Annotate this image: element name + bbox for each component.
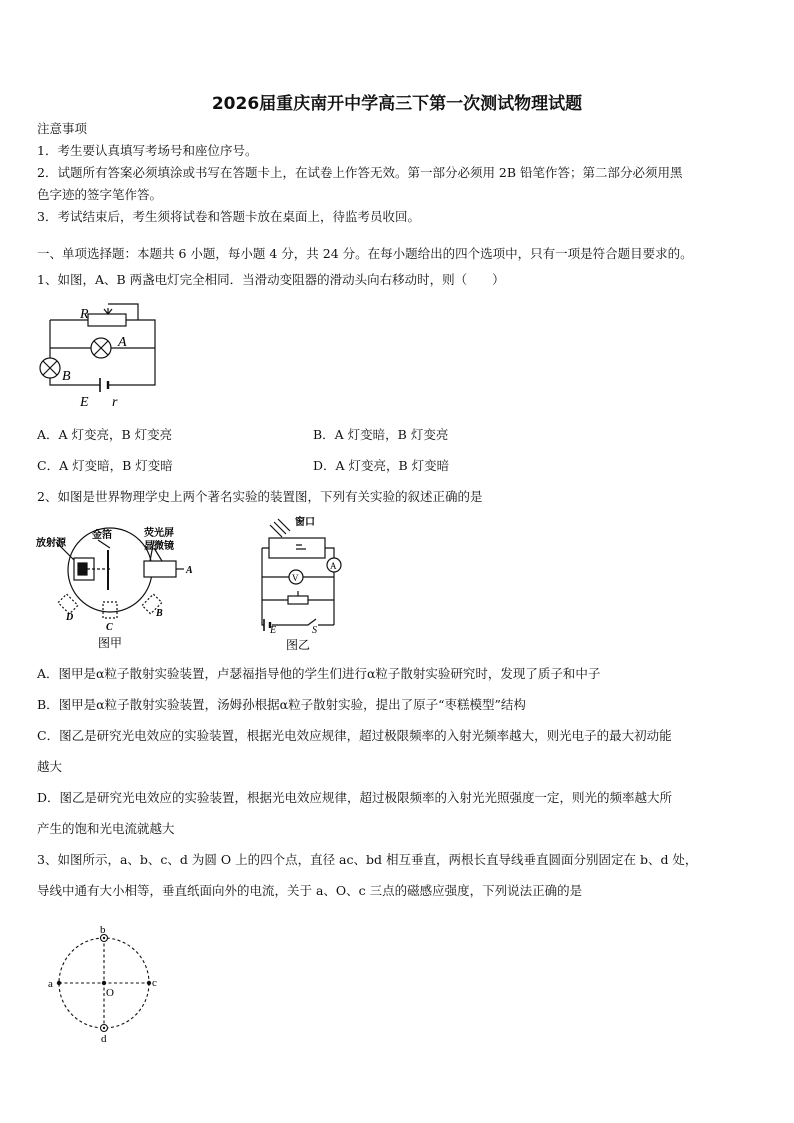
q2-option-b: B．图甲是α粒子散射实验装置，汤姆孙根据α粒子散射实验，提出了原子“枣糕模型”结构 [37, 697, 526, 712]
q1-label-E: E [80, 395, 89, 410]
q1-option-d: D．A 灯变亮，B 灯变暗 [313, 458, 450, 473]
q1-option-b: B．A 灯变暗，B 灯变亮 [313, 427, 449, 442]
q3-label-c: c [152, 977, 157, 989]
page-title: 2026届重庆南开中学高三下第一次测试物理试题 [211, 94, 583, 114]
q2-jia-scope-label: 显微镜 [144, 541, 174, 552]
q2-jia-label-B: B [156, 608, 163, 619]
q3-stem-line-2: 导线中通有大小相等，垂直纸面向外的电流，关于 a、O、c 三点的磁感应强度，下列说法正确的是 [37, 883, 583, 898]
q2-jia-label-A: A [186, 565, 193, 576]
q2-yi-window-label: 窗口 [295, 517, 315, 528]
q3-label-O: O [106, 987, 114, 999]
q2-yi-caption: 图乙 [286, 638, 311, 652]
q2-yi-S: S [312, 625, 317, 636]
notice-heading: 注意事项 [37, 121, 88, 136]
notice-item-3: 3．考试结束后，考生须将试卷和答题卡放在桌面上，待监考员收回。 [37, 209, 420, 224]
notice-item-2: 2．试题所有答案必须填涂或书写在答题卡上，在试卷上作答无效。第一部分必须用 2B 铅笔作答；第二部分必须用黑 [37, 165, 683, 180]
q2-option-c: C．图乙是研究光电效应的实验装置，根据光电效应规律，超过极限频率的入射光频率越大，则光电子的最大初动能 [37, 728, 672, 743]
q3-label-a: a [48, 978, 53, 990]
q2-option-d-cont: 产生的饱和光电流就越大 [37, 821, 175, 836]
q2-option-a: A．图甲是α粒子散射实验装置，卢瑟福指导他的学生们进行α粒子散射实验研究时，发现了质子和中子 [37, 666, 601, 681]
q3-label-d: d [101, 1033, 107, 1045]
q2-yi-E: E [270, 625, 277, 636]
q2-jia-caption: 图甲 [98, 636, 123, 650]
q2-stem: 2、如图是世界物理学史上两个著名实验的装置图，下列有关实验的叙述正确的是 [37, 489, 483, 504]
notice-item-1: 1．考生要认真填写考场号和座位序号。 [37, 143, 258, 158]
q1-label-r: r [112, 395, 118, 410]
q2-jia-foil-label: 金箔 [92, 530, 112, 541]
q1-label-B: B [62, 369, 71, 384]
q2-jia-label-C: C [106, 622, 113, 633]
q2-jia-screen-label: 荧光屏 [144, 528, 174, 539]
q1-circuit-figure [30, 300, 170, 415]
q2-jia-label-D: D [66, 612, 74, 623]
q2-yi-A: A [330, 561, 337, 571]
section-heading: 一、单项选择题：本题共 6 小题，每小题 4 分，共 24 分。在每小题给出的四个选项中，只有一项是符合题目要求的。 [37, 246, 693, 261]
q1-option-a: A．A 灯变亮，B 灯变亮 [37, 427, 173, 442]
q1-label-R: R [80, 307, 89, 322]
notice-item-2-cont: 色字迹的签字笔作答。 [37, 187, 163, 202]
q2-option-c-cont: 越大 [37, 759, 63, 774]
q1-label-A: A [118, 335, 127, 350]
q3-stem-line-1: 3、如图所示，a、b、c、d 为圆 O 上的四个点，直径 ac、bd 相互垂直，两根长直导线垂直圆面分别固定在 b、d 处， [37, 852, 698, 867]
q1-option-c: C．A 灯变暗，B 灯变暗 [37, 458, 173, 473]
q3-circle-figure [40, 920, 170, 1050]
q3-label-b: b [100, 924, 106, 936]
q1-stem: 1、如图，A、B 两盏电灯完全相同．当滑动变阻器的滑动头向右移动时，则（ ） [37, 272, 505, 287]
q2-figure-jia [34, 520, 194, 655]
q2-option-d: D．图乙是研究光电效应的实验装置，根据光电效应规律，超过极限频率的入射光光照强度一定，则光的频率越大所 [37, 790, 673, 805]
q2-jia-source-label: 放射源 [36, 538, 66, 549]
q2-figure-yi [252, 515, 352, 655]
q2-yi-V: V [292, 573, 299, 583]
